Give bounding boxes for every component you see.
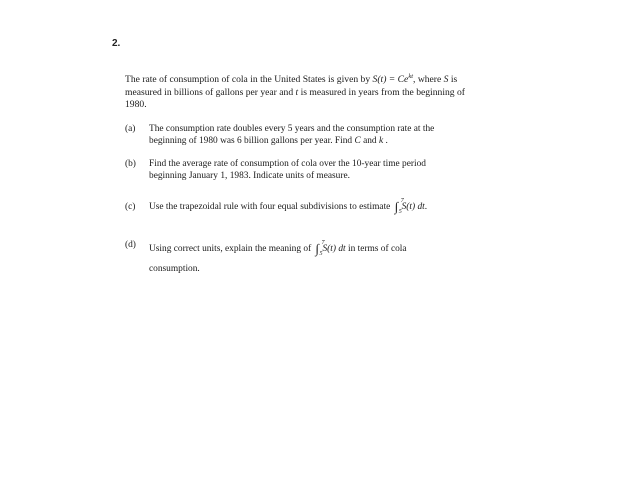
intro-text: measured in billions of gallons per year and	[125, 86, 296, 98]
part-text-run: Use the trapezoidal rule with four equal subdivisions to estimate	[149, 202, 393, 212]
part-text	[149, 158, 509, 182]
part-text-run: Using correct units, explain the meaning of	[149, 244, 314, 254]
question-number: 2.	[112, 38, 121, 49]
formula-base: S(t) = Ce	[372, 74, 409, 85]
part-text	[149, 123, 509, 147]
part-text	[149, 198, 509, 215]
integral-sign: ∫ 7 5	[394, 198, 404, 215]
variable-c: C	[354, 136, 361, 146]
integral-sign: ∫ 7 5	[315, 240, 325, 257]
part-line	[149, 239, 509, 259]
part-line: consumption.	[149, 264, 200, 274]
variable-s: S	[443, 74, 449, 85]
intro-text: is	[448, 74, 458, 85]
part-text-run: and	[360, 136, 379, 146]
question-intro	[125, 71, 525, 112]
intro-line-3: 1980.	[125, 99, 147, 111]
intro-line-2	[125, 87, 525, 100]
integral-lower-limit: 5	[319, 251, 323, 257]
integral-upper-limit: 7	[321, 240, 325, 246]
part-line	[149, 135, 509, 147]
part-label: (d)	[125, 240, 136, 250]
integrand: S(t) dt	[322, 244, 346, 254]
part-line: Find the average rate of consumption of cola over the 10-year time period	[149, 159, 426, 169]
part-text-run: .	[383, 136, 388, 146]
formula-exponent: kt	[408, 73, 414, 80]
part-label: (a)	[125, 124, 136, 134]
intro-text: The rate of consumption of cola in the United States is given by	[125, 74, 373, 85]
integral-upper-limit: 7	[400, 198, 404, 204]
formula-s-equals-ce	[373, 74, 413, 85]
integrand: S(t) dt	[401, 202, 425, 212]
part-text-run: beginning of 1980 was 6 billion gallons per year. Find	[149, 136, 355, 146]
integral-lower-limit: 5	[398, 209, 402, 215]
variable-k: k	[378, 136, 384, 146]
part-line: beginning January 1, 1983. Indicate units of measure.	[149, 171, 350, 181]
part-line	[149, 198, 509, 215]
intro-text: , where	[413, 74, 444, 85]
intro-line-1	[125, 71, 525, 87]
part-text-run: in terms of cola	[345, 244, 407, 254]
part-label: (c)	[125, 202, 136, 212]
part-line: The consumption rate doubles every 5 years and the consumption rate at the	[149, 124, 435, 134]
intro-text: is measured in years from the beginning of	[298, 86, 465, 98]
part-text	[149, 239, 509, 279]
part-label: (b)	[125, 159, 136, 169]
variable-t: t	[295, 86, 299, 98]
part-text-run: .	[424, 202, 428, 212]
